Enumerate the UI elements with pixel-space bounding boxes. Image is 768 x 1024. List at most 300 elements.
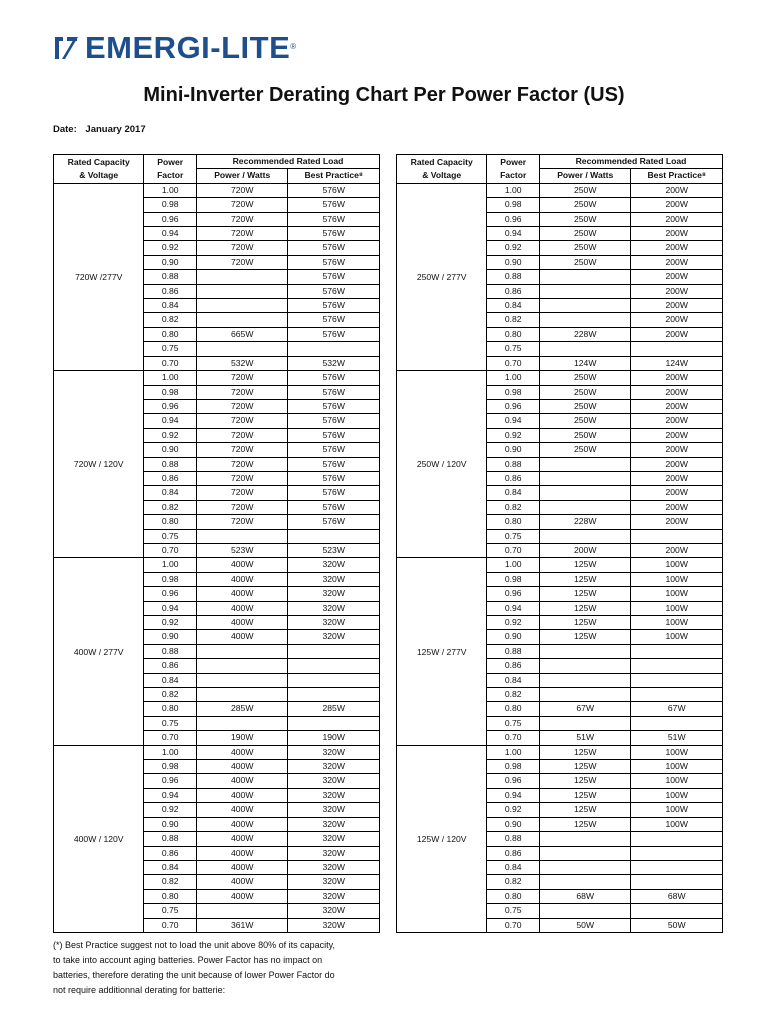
power-factor-cell: 0.88 xyxy=(144,457,197,471)
power-factor-cell: 0.80 xyxy=(144,515,197,529)
best-practice-cell: 320W xyxy=(288,860,380,874)
power-factor-cell: 0.98 xyxy=(487,385,540,399)
power-factor-cell: 0.96 xyxy=(487,587,540,601)
best-practice-cell: 320W xyxy=(288,832,380,846)
best-practice-cell: 320W xyxy=(288,572,380,586)
best-practice-cell: 200W xyxy=(631,428,723,442)
rated-capacity-cell: 250W / 120V xyxy=(397,371,487,558)
best-practice-cell: 320W xyxy=(288,616,380,630)
best-practice-cell: 320W xyxy=(288,601,380,615)
power-factor-cell: 0.94 xyxy=(487,414,540,428)
best-practice-cell: 576W xyxy=(288,471,380,485)
header-rated-capacity: Rated Capacity & Voltage xyxy=(54,155,144,184)
best-practice-cell: 200W xyxy=(631,486,723,500)
power-watts-cell: 125W xyxy=(539,817,630,831)
best-practice-cell: 576W xyxy=(288,486,380,500)
power-watts-cell: 532W xyxy=(196,356,287,370)
power-factor-cell: 0.70 xyxy=(487,731,540,745)
power-factor-cell: 0.70 xyxy=(144,918,197,932)
power-watts-cell: 228W xyxy=(539,515,630,529)
power-watts-cell xyxy=(539,270,630,284)
power-watts-cell: 125W xyxy=(539,616,630,630)
best-practice-cell xyxy=(631,659,723,673)
power-watts-cell xyxy=(539,299,630,313)
best-practice-cell: 100W xyxy=(631,616,723,630)
power-factor-cell: 0.82 xyxy=(144,313,197,327)
power-factor-cell: 0.86 xyxy=(144,659,197,673)
power-watts-cell: 68W xyxy=(539,889,630,903)
power-factor-cell: 0.94 xyxy=(144,788,197,802)
power-factor-cell: 0.90 xyxy=(144,630,197,644)
power-watts-cell xyxy=(539,846,630,860)
power-factor-cell: 1.00 xyxy=(144,371,197,385)
best-practice-cell: 50W xyxy=(631,918,723,932)
best-practice-cell: 200W xyxy=(631,543,723,557)
best-practice-cell xyxy=(631,673,723,687)
best-practice-cell xyxy=(288,673,380,687)
header-recommended-load: Recommended Rated Load xyxy=(539,155,722,169)
best-practice-cell xyxy=(288,644,380,658)
power-watts-cell xyxy=(539,471,630,485)
best-practice-cell: 200W xyxy=(631,327,723,341)
power-factor-cell: 0.96 xyxy=(144,212,197,226)
best-practice-cell: 320W xyxy=(288,918,380,932)
power-watts-cell xyxy=(539,284,630,298)
power-watts-cell xyxy=(539,673,630,687)
power-factor-cell: 1.00 xyxy=(487,745,540,759)
power-factor-cell: 0.75 xyxy=(487,904,540,918)
power-factor-cell: 0.80 xyxy=(487,889,540,903)
best-practice-cell xyxy=(631,529,723,543)
power-watts-cell: 250W xyxy=(539,227,630,241)
footnote: (*) Best Practice suggest not to load the unit above 80% of its capacity, to take into account aging batteries. Power Factor has no impact on batteries, therefore derating the unit because of lower Power Factor do not require additionnal derating for batterie: xyxy=(53,940,335,995)
power-factor-cell: 0.96 xyxy=(144,587,197,601)
power-watts-cell: 400W xyxy=(196,601,287,615)
best-practice-cell: 100W xyxy=(631,587,723,601)
power-factor-cell: 0.82 xyxy=(144,688,197,702)
best-practice-cell: 200W xyxy=(631,443,723,457)
header-power-factor: Power Factor xyxy=(487,155,540,184)
power-watts-cell: 190W xyxy=(196,731,287,745)
power-watts-cell: 400W xyxy=(196,616,287,630)
power-factor-cell: 0.98 xyxy=(144,198,197,212)
best-practice-cell xyxy=(631,904,723,918)
best-practice-cell: 576W xyxy=(288,198,380,212)
best-practice-cell: 320W xyxy=(288,817,380,831)
power-watts-cell xyxy=(539,486,630,500)
power-factor-cell: 0.75 xyxy=(144,904,197,918)
best-practice-cell xyxy=(631,716,723,730)
power-watts-cell: 228W xyxy=(539,327,630,341)
best-practice-cell: 100W xyxy=(631,817,723,831)
power-watts-cell xyxy=(539,644,630,658)
best-practice-cell: 100W xyxy=(631,601,723,615)
power-factor-cell: 0.96 xyxy=(487,774,540,788)
power-factor-cell: 0.80 xyxy=(144,327,197,341)
power-watts-cell: 720W xyxy=(196,443,287,457)
power-watts-cell: 720W xyxy=(196,371,287,385)
power-watts-cell: 125W xyxy=(539,788,630,802)
best-practice-cell xyxy=(288,529,380,543)
emergi-lite-logo-icon xyxy=(53,33,79,63)
best-practice-cell: 100W xyxy=(631,558,723,572)
power-watts-cell: 50W xyxy=(539,918,630,932)
power-factor-cell: 0.98 xyxy=(487,572,540,586)
power-factor-cell: 0.84 xyxy=(144,860,197,874)
power-watts-cell: 125W xyxy=(539,760,630,774)
best-practice-cell: 576W xyxy=(288,284,380,298)
power-watts-cell: 67W xyxy=(539,702,630,716)
power-factor-cell: 0.94 xyxy=(487,227,540,241)
power-factor-cell: 0.82 xyxy=(144,875,197,889)
power-factor-cell: 0.92 xyxy=(144,428,197,442)
best-practice-cell: 200W xyxy=(631,270,723,284)
header-recommended-load: Recommended Rated Load xyxy=(196,155,379,169)
power-watts-cell: 665W xyxy=(196,327,287,341)
date-label: Date: xyxy=(53,124,77,135)
power-factor-cell: 0.75 xyxy=(487,529,540,543)
header-power-watts: Power / Watts xyxy=(196,169,287,183)
brand-name: EMERGI-LITE xyxy=(85,30,291,65)
rated-capacity-cell: 400W / 120V xyxy=(54,745,144,932)
power-factor-cell: 0.70 xyxy=(487,918,540,932)
power-factor-cell: 0.86 xyxy=(487,659,540,673)
best-practice-cell: 576W xyxy=(288,313,380,327)
power-watts-cell: 720W xyxy=(196,471,287,485)
power-factor-cell: 0.75 xyxy=(144,716,197,730)
best-practice-cell: 68W xyxy=(631,889,723,903)
power-watts-cell: 250W xyxy=(539,428,630,442)
best-practice-cell: 200W xyxy=(631,313,723,327)
power-factor-cell: 0.80 xyxy=(487,515,540,529)
best-practice-cell: 200W xyxy=(631,371,723,385)
power-watts-cell: 250W xyxy=(539,198,630,212)
power-factor-cell: 0.70 xyxy=(487,356,540,370)
best-practice-cell: 576W xyxy=(288,515,380,529)
best-practice-cell: 320W xyxy=(288,846,380,860)
best-practice-cell: 576W xyxy=(288,385,380,399)
power-factor-cell: 0.96 xyxy=(487,399,540,413)
power-watts-cell xyxy=(539,313,630,327)
power-watts-cell xyxy=(196,716,287,730)
rated-capacity-cell: 250W / 277V xyxy=(397,183,487,370)
best-practice-cell: 200W xyxy=(631,299,723,313)
power-watts-cell: 125W xyxy=(539,745,630,759)
date-value: January 2017 xyxy=(85,124,146,135)
power-watts-cell: 720W xyxy=(196,399,287,413)
best-practice-cell: 100W xyxy=(631,630,723,644)
best-practice-cell xyxy=(631,875,723,889)
power-watts-cell xyxy=(539,500,630,514)
best-practice-cell xyxy=(631,860,723,874)
power-watts-cell: 720W xyxy=(196,198,287,212)
best-practice-cell: 200W xyxy=(631,198,723,212)
power-factor-cell: 0.90 xyxy=(487,630,540,644)
power-watts-cell: 720W xyxy=(196,212,287,226)
best-practice-cell xyxy=(631,846,723,860)
power-factor-cell: 0.98 xyxy=(144,572,197,586)
best-practice-cell: 320W xyxy=(288,904,380,918)
power-factor-cell: 0.70 xyxy=(144,543,197,557)
power-factor-cell: 0.92 xyxy=(487,428,540,442)
power-factor-cell: 0.86 xyxy=(487,471,540,485)
best-practice-cell: 576W xyxy=(288,428,380,442)
power-watts-cell: 400W xyxy=(196,846,287,860)
best-practice-cell: 320W xyxy=(288,774,380,788)
power-factor-cell: 0.70 xyxy=(144,356,197,370)
best-practice-cell: 67W xyxy=(631,702,723,716)
best-practice-cell: 100W xyxy=(631,760,723,774)
best-practice-cell: 576W xyxy=(288,183,380,197)
best-practice-cell: 320W xyxy=(288,803,380,817)
best-practice-cell: 200W xyxy=(631,183,723,197)
best-practice-cell: 320W xyxy=(288,745,380,759)
power-watts-cell: 125W xyxy=(539,803,630,817)
best-practice-cell: 285W xyxy=(288,702,380,716)
power-watts-cell: 250W xyxy=(539,255,630,269)
power-factor-cell: 0.82 xyxy=(487,688,540,702)
derating-table-right xyxy=(396,154,723,933)
power-factor-cell: 0.98 xyxy=(144,760,197,774)
power-factor-cell: 0.88 xyxy=(144,832,197,846)
best-practice-cell xyxy=(631,832,723,846)
power-watts-cell: 400W xyxy=(196,788,287,802)
header-best-practice: Best Practice⁸ xyxy=(288,169,380,183)
power-watts-cell xyxy=(196,342,287,356)
header-power-watts: Power / Watts xyxy=(539,169,630,183)
power-watts-cell: 250W xyxy=(539,183,630,197)
power-factor-cell: 0.92 xyxy=(144,616,197,630)
power-factor-cell: 0.94 xyxy=(487,788,540,802)
best-practice-cell xyxy=(631,644,723,658)
power-watts-cell: 250W xyxy=(539,414,630,428)
best-practice-cell: 100W xyxy=(631,788,723,802)
power-factor-cell: 0.90 xyxy=(487,817,540,831)
rated-capacity-cell: 720W /277V xyxy=(54,183,144,370)
power-watts-cell: 720W xyxy=(196,515,287,529)
rated-capacity-cell: 125W / 277V xyxy=(397,558,487,745)
power-watts-cell: 400W xyxy=(196,860,287,874)
power-factor-cell: 0.80 xyxy=(487,702,540,716)
power-watts-cell: 720W xyxy=(196,255,287,269)
power-watts-cell xyxy=(196,313,287,327)
best-practice-cell: 100W xyxy=(631,745,723,759)
power-watts-cell xyxy=(539,875,630,889)
power-factor-cell: 0.70 xyxy=(487,543,540,557)
best-practice-cell: 124W xyxy=(631,356,723,370)
power-watts-cell: 400W xyxy=(196,817,287,831)
power-factor-cell: 0.92 xyxy=(487,616,540,630)
best-practice-cell: 200W xyxy=(631,255,723,269)
power-watts-cell xyxy=(196,659,287,673)
table-row xyxy=(397,371,723,385)
power-factor-cell: 0.88 xyxy=(487,457,540,471)
best-practice-cell: 532W xyxy=(288,356,380,370)
table-row xyxy=(397,183,723,197)
power-factor-cell: 0.84 xyxy=(144,486,197,500)
power-factor-cell: 0.80 xyxy=(144,889,197,903)
power-watts-cell xyxy=(539,904,630,918)
power-watts-cell xyxy=(196,644,287,658)
power-watts-cell: 250W xyxy=(539,241,630,255)
best-practice-cell: 200W xyxy=(631,212,723,226)
power-watts-cell: 250W xyxy=(539,371,630,385)
best-practice-cell: 576W xyxy=(288,414,380,428)
power-factor-cell: 1.00 xyxy=(144,558,197,572)
power-factor-cell: 0.88 xyxy=(487,832,540,846)
header-best-practice: Best Practice⁸ xyxy=(631,169,723,183)
power-watts-cell: 125W xyxy=(539,558,630,572)
power-watts-cell: 400W xyxy=(196,889,287,903)
rated-capacity-cell: 400W / 277V xyxy=(54,558,144,745)
power-watts-cell xyxy=(196,673,287,687)
power-factor-cell: 0.75 xyxy=(487,716,540,730)
best-practice-cell: 190W xyxy=(288,731,380,745)
power-factor-cell: 0.94 xyxy=(144,414,197,428)
power-watts-cell: 720W xyxy=(196,428,287,442)
best-practice-cell: 576W xyxy=(288,371,380,385)
power-factor-cell: 0.92 xyxy=(144,803,197,817)
power-watts-cell xyxy=(196,284,287,298)
power-watts-cell xyxy=(196,270,287,284)
power-factor-cell: 0.96 xyxy=(487,212,540,226)
power-watts-cell: 285W xyxy=(196,702,287,716)
power-watts-cell: 720W xyxy=(196,241,287,255)
rated-capacity-cell: 720W / 120V xyxy=(54,371,144,558)
power-watts-cell: 400W xyxy=(196,572,287,586)
best-practice-cell: 576W xyxy=(288,500,380,514)
power-factor-cell: 1.00 xyxy=(487,371,540,385)
power-watts-cell: 720W xyxy=(196,385,287,399)
brand-registered-mark: ® xyxy=(290,41,297,51)
best-practice-cell: 576W xyxy=(288,255,380,269)
best-practice-cell: 200W xyxy=(631,399,723,413)
power-watts-cell: 250W xyxy=(539,385,630,399)
power-factor-cell: 0.70 xyxy=(144,731,197,745)
power-factor-cell: 1.00 xyxy=(487,558,540,572)
power-factor-cell: 0.96 xyxy=(144,774,197,788)
best-practice-cell: 320W xyxy=(288,630,380,644)
power-factor-cell: 0.90 xyxy=(144,817,197,831)
best-practice-cell: 200W xyxy=(631,241,723,255)
best-practice-cell: 320W xyxy=(288,889,380,903)
table-row xyxy=(397,558,723,572)
page-title: Mini-Inverter Derating Chart Per Power Factor (US) xyxy=(143,84,625,106)
power-factor-cell: 0.90 xyxy=(487,255,540,269)
power-watts-cell xyxy=(539,688,630,702)
power-watts-cell: 125W xyxy=(539,572,630,586)
power-factor-cell: 0.84 xyxy=(487,299,540,313)
power-factor-cell: 0.80 xyxy=(144,702,197,716)
best-practice-cell: 200W xyxy=(631,515,723,529)
power-watts-cell: 400W xyxy=(196,587,287,601)
power-factor-cell: 1.00 xyxy=(487,183,540,197)
best-practice-cell: 576W xyxy=(288,443,380,457)
power-factor-cell: 0.75 xyxy=(144,342,197,356)
best-practice-cell: 576W xyxy=(288,227,380,241)
power-factor-cell: 0.84 xyxy=(487,860,540,874)
power-factor-cell: 0.82 xyxy=(487,500,540,514)
power-factor-cell: 0.88 xyxy=(487,644,540,658)
brand-logo xyxy=(53,30,296,66)
power-watts-cell: 400W xyxy=(196,558,287,572)
table-row xyxy=(54,183,380,197)
best-practice-cell: 200W xyxy=(631,471,723,485)
best-practice-cell: 200W xyxy=(631,457,723,471)
table-row xyxy=(397,745,723,759)
best-practice-cell: 320W xyxy=(288,788,380,802)
power-factor-cell: 0.75 xyxy=(144,529,197,543)
best-practice-cell xyxy=(288,688,380,702)
power-factor-cell: 1.00 xyxy=(144,745,197,759)
power-watts-cell xyxy=(539,529,630,543)
power-watts-cell: 250W xyxy=(539,212,630,226)
power-factor-cell: 0.84 xyxy=(487,673,540,687)
best-practice-cell: 320W xyxy=(288,760,380,774)
power-watts-cell: 250W xyxy=(539,399,630,413)
power-watts-cell: 125W xyxy=(539,774,630,788)
power-watts-cell: 124W xyxy=(539,356,630,370)
table-body-left xyxy=(54,183,380,932)
best-practice-cell: 51W xyxy=(631,731,723,745)
best-practice-cell xyxy=(631,342,723,356)
power-factor-cell: 0.98 xyxy=(487,198,540,212)
table-row xyxy=(54,371,380,385)
header-power-factor: Power Factor xyxy=(144,155,197,184)
power-factor-cell: 0.96 xyxy=(144,399,197,413)
power-factor-cell: 0.94 xyxy=(144,227,197,241)
best-practice-cell: 523W xyxy=(288,543,380,557)
document-date xyxy=(53,124,146,135)
power-factor-cell: 0.86 xyxy=(144,284,197,298)
power-factor-cell: 0.86 xyxy=(487,284,540,298)
best-practice-cell: 100W xyxy=(631,774,723,788)
power-factor-cell: 0.92 xyxy=(487,241,540,255)
power-watts-cell: 400W xyxy=(196,803,287,817)
power-watts-cell: 523W xyxy=(196,543,287,557)
best-practice-cell: 320W xyxy=(288,875,380,889)
best-practice-cell: 576W xyxy=(288,457,380,471)
power-factor-cell: 0.84 xyxy=(144,299,197,313)
power-watts-cell: 125W xyxy=(539,601,630,615)
power-watts-cell xyxy=(196,688,287,702)
power-factor-cell: 0.90 xyxy=(144,443,197,457)
power-factor-cell: 0.92 xyxy=(487,803,540,817)
best-practice-cell: 320W xyxy=(288,558,380,572)
power-factor-cell: 0.82 xyxy=(487,875,540,889)
best-practice-cell: 576W xyxy=(288,327,380,341)
best-practice-cell xyxy=(288,659,380,673)
power-watts-cell: 361W xyxy=(196,918,287,932)
power-watts-cell: 51W xyxy=(539,731,630,745)
power-factor-cell: 0.98 xyxy=(144,385,197,399)
power-watts-cell: 400W xyxy=(196,630,287,644)
power-watts-cell: 250W xyxy=(539,443,630,457)
power-factor-cell: 0.86 xyxy=(487,846,540,860)
power-factor-cell: 0.94 xyxy=(144,601,197,615)
power-watts-cell: 720W xyxy=(196,457,287,471)
power-factor-cell: 0.90 xyxy=(144,255,197,269)
power-factor-cell: 0.88 xyxy=(144,644,197,658)
best-practice-cell: 100W xyxy=(631,572,723,586)
power-watts-cell xyxy=(539,659,630,673)
power-watts-cell: 400W xyxy=(196,745,287,759)
best-practice-cell: 200W xyxy=(631,500,723,514)
power-watts-cell xyxy=(539,860,630,874)
best-practice-cell: 100W xyxy=(631,803,723,817)
best-practice-cell: 576W xyxy=(288,241,380,255)
power-factor-cell: 0.75 xyxy=(487,342,540,356)
